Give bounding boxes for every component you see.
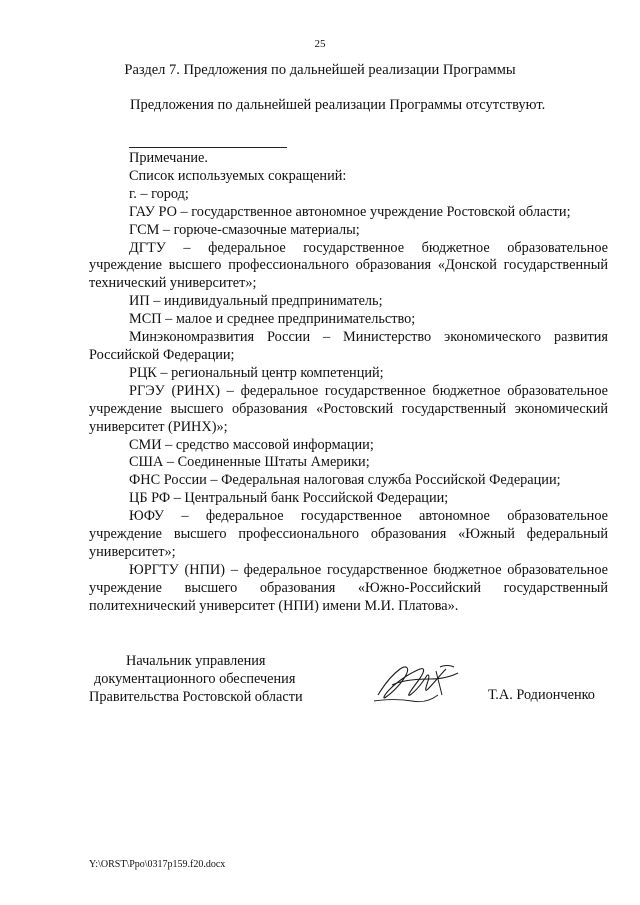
abbreviation-item: СМИ – средство массовой информации;: [129, 436, 374, 453]
signatory-name: Т.А. Родионченко: [488, 687, 595, 703]
signatory-title-line: Правительства Ростовской области: [89, 689, 303, 705]
abbreviation-item: ЮФУ – федеральное государственное автономное образовательное учреждение высшего профессионального образования «Южный федеральный университет»;: [89, 508, 608, 560]
abbreviation-item: ДГТУ – федеральное государственное бюджетное образовательное учреждение высшего профессионального образования «Донской государственный технический университет»;: [89, 239, 608, 292]
abbreviations-title: Список используемых сокращений:: [129, 167, 347, 184]
abbreviation-item: РГЭУ (РИНХ) – федеральное государственное бюджетное образовательное учреждение высшего образования «Ростовский государственный экономический университет (РИНХ)»;: [89, 382, 608, 435]
document-file-path: Y:\ORST\Ppo\0317p159.f20.docx: [89, 859, 226, 870]
abbreviation-item: ЮРГТУ (НПИ) – федеральное государственное бюджетное образовательное учреждение высшего образования «Южно-Российский государственный политехнический университет (НПИ) имени М.И. Платова».: [89, 561, 608, 614]
section-title: Раздел 7. Предложения по дальнейшей реализации Программы: [124, 62, 516, 78]
signatory-title: [89, 652, 303, 706]
abbreviation-item: г. – город;: [129, 185, 189, 202]
proposals-statement: Предложения по дальнейшей реализации Программы отсутствуют.: [130, 97, 546, 113]
footnote-separator: [129, 147, 287, 148]
signatory-title-line: Начальник управления: [126, 653, 266, 669]
abbreviation-item: ФНС России – Федеральная налоговая служба Российской Федерации;: [129, 472, 561, 489]
abbreviation-item: ИП – индивидуальный предприниматель;: [129, 293, 383, 310]
abbreviation-item: США – Соединенные Штаты Америки;: [129, 454, 370, 471]
handwritten-signature: [370, 655, 465, 710]
notes-block: [89, 150, 608, 616]
notes-heading: Примечание.: [129, 150, 208, 166]
signatory-title-line: документационного обеспечения: [94, 671, 296, 687]
abbreviation-item: Минэкономразвития России – Министерство экономического развития Российской Федерации;: [89, 329, 608, 363]
abbreviation-item: РЦК – региональный центр компетенций;: [129, 364, 384, 381]
abbreviation-item: МСП – малое и среднее предпринимательство;: [129, 311, 416, 328]
abbreviation-item: ГСМ – горюче-смазочные материалы;: [129, 221, 360, 238]
abbreviation-item: ЦБ РФ – Центральный банк Российской Федерации;: [129, 490, 449, 507]
abbreviation-item: ГАУ РО – государственное автономное учреждение Ростовской области;: [129, 203, 571, 220]
page-number: 25: [314, 38, 326, 50]
